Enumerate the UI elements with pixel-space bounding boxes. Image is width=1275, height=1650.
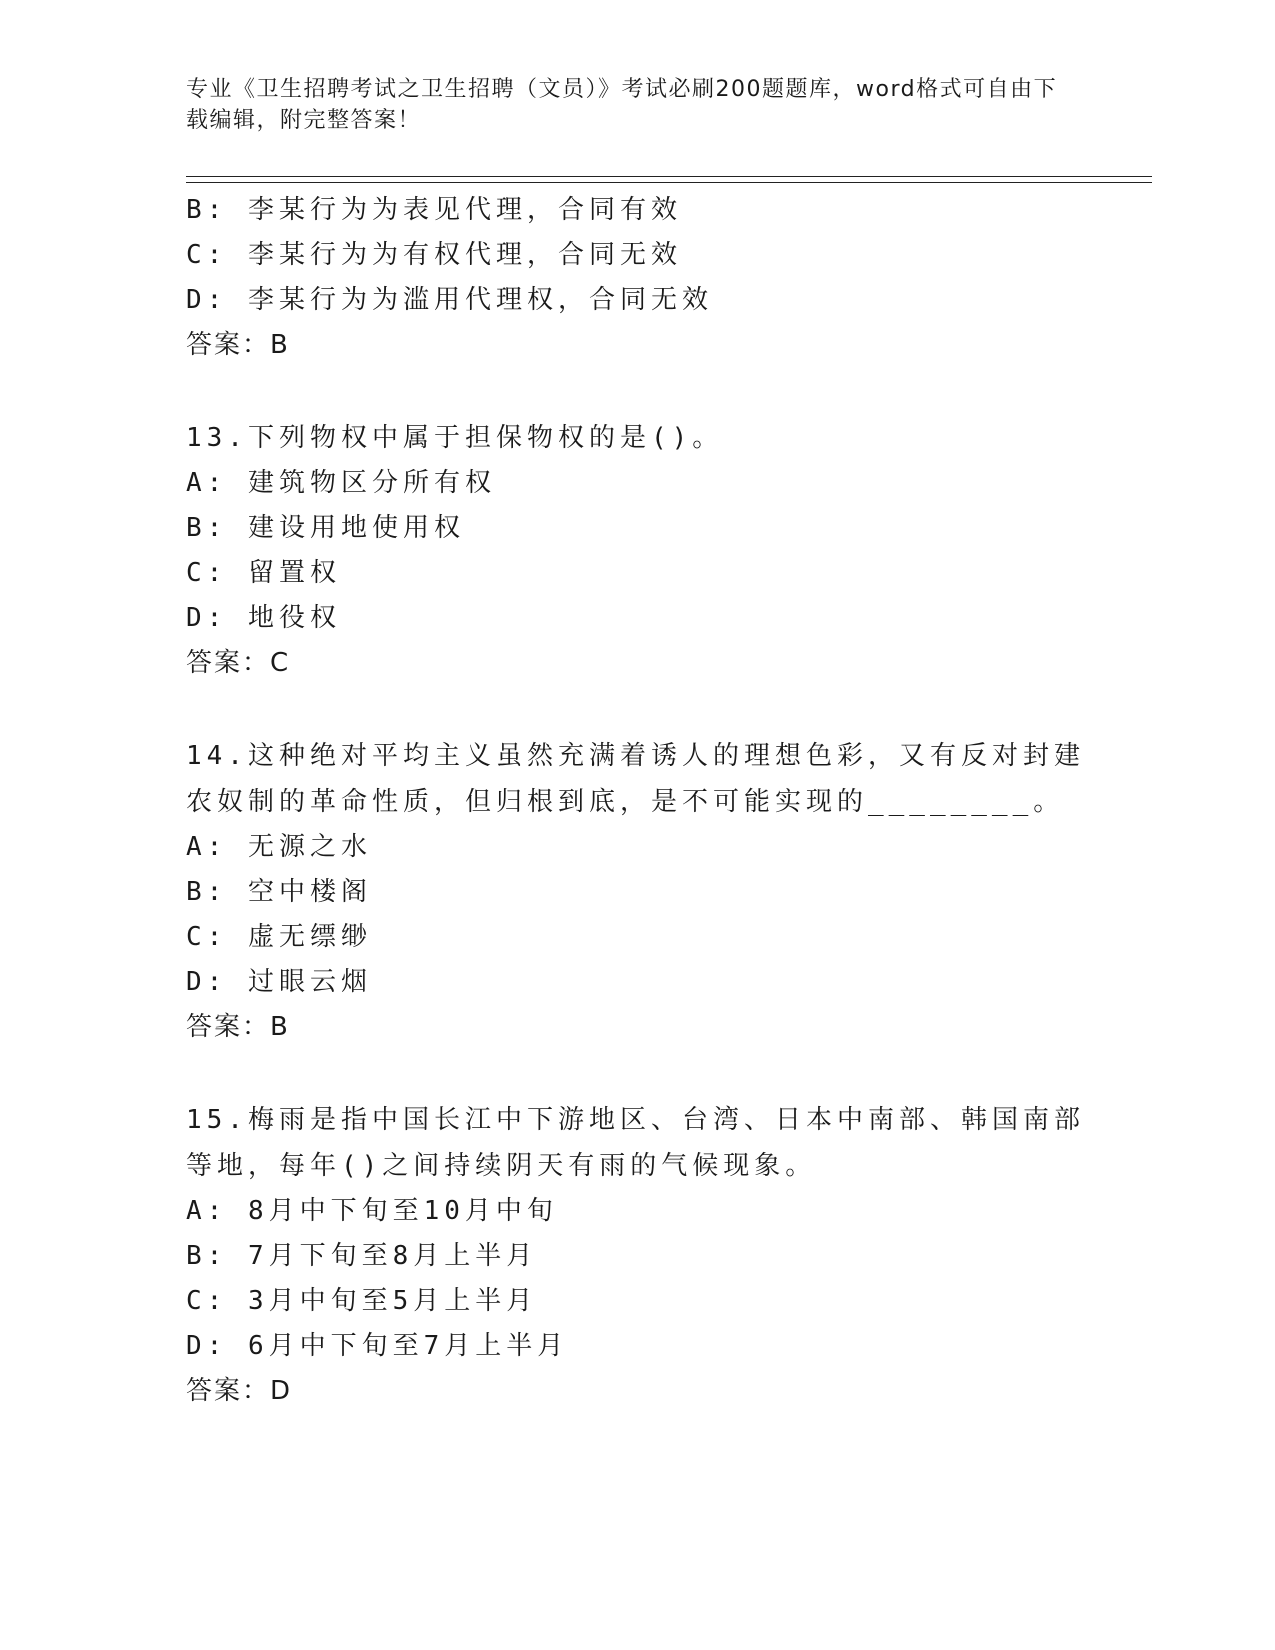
option-c: C: 李某行为为有权代理，合同无效 <box>186 240 682 270</box>
question-15 <box>186 1097 1086 1414</box>
header-divider-bottom <box>186 182 1152 183</box>
header-divider-top <box>186 176 1152 177</box>
option-a: A: 建筑物区分所有权 <box>186 468 496 498</box>
question-12-tail <box>186 188 1086 368</box>
option-d: D: 6月中下旬至7月上半月 <box>186 1331 569 1361</box>
question-14 <box>186 733 1086 1050</box>
option-c: C: 虚无缥缈 <box>186 922 372 952</box>
answer: 答案：C <box>186 648 291 678</box>
option-b: B: 7月下旬至8月上半月 <box>186 1241 538 1271</box>
option-d: D: 李某行为为滥用代理权，合同无效 <box>186 285 713 315</box>
option-b: B: 建设用地使用权 <box>186 513 465 543</box>
question-list <box>186 188 1086 1414</box>
document-header: 专业《卫生招聘考试之卫生招聘（文员）》考试必刷200题题库，word格式可自由下载编辑，附完整答案！ <box>186 77 1058 133</box>
answer: 答案：B <box>186 330 290 360</box>
answer: 答案：D <box>186 1376 293 1406</box>
option-c: C: 3月中旬至5月上半月 <box>186 1286 538 1316</box>
option-a: A: 无源之水 <box>186 832 372 862</box>
option-b: B: 李某行为为表见代理，合同有效 <box>186 195 682 225</box>
option-d: D: 过眼云烟 <box>186 967 372 997</box>
question-stem: 13.下列物权中属于担保物权的是()。 <box>186 423 724 453</box>
option-a: A: 8月中下旬至10月中旬 <box>186 1196 558 1226</box>
option-c: C: 留置权 <box>186 558 341 588</box>
question-stem: 15.梅雨是指中国长江中下游地区、台湾、日本中南部、韩国南部等地，每年()之间持续阴天有雨的气候现象。 <box>186 1105 1085 1181</box>
question-13 <box>186 415 1086 686</box>
question-stem: 14.这种绝对平均主义虽然充满着诱人的理想色彩，又有反对封建农奴制的革命性质，但归根到底，是不可能实现的________。 <box>186 741 1085 817</box>
option-b: B: 空中楼阁 <box>186 877 372 907</box>
option-d: D: 地役权 <box>186 603 341 633</box>
answer: 答案：B <box>186 1012 290 1042</box>
